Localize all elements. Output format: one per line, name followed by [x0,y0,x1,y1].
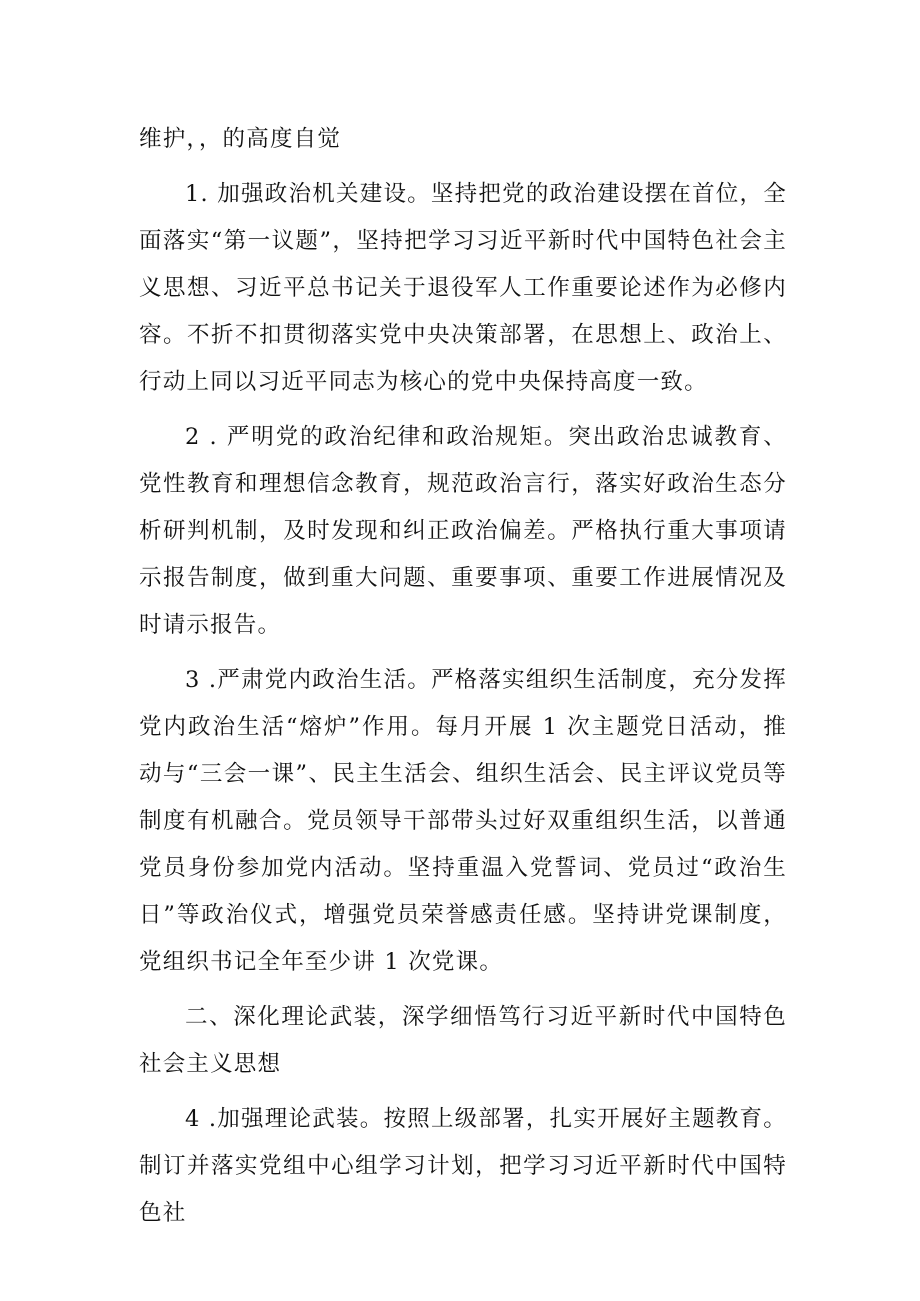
paragraph-item-2: 2 . 严明党的政治纪律和政治规矩。突出政治忠诚教育、党性教育和理想信念教育，规范政治言行，落实好政治生态分析研判机制，及时发现和纠正政治偏差。严格执行重大事项请示报告制度，做到重大问题、重要事项、重要工作进展情况及时请示报告。 [139,424,787,638]
paragraph-item-1: 1. 加强政治机关建设。坚持把党的政治建设摆在首位，全面落实“第一议题”，坚持把学习习近平新时代中国特色社会主义思想、习近平总书记关于退役军人工作重要论述作为必修内容。不折不扣贯彻落实党中央决策部署，在思想上、政治上、行动上同以习近平同志为核心的党中央保持高度一致。 [139,181,787,395]
section-heading-2: 二、深化理论武装，深学细悟笃行习近平新时代中国特色社会主义思想 [139,1004,787,1077]
paragraph-item-4: 4 .加强理论武装。按照上级部署，扎实开展好主题教育。制订并落实党组中心组学习计划，把学习习近平新时代中国特色社 [139,1106,787,1226]
document-body [139,116,787,1237]
paragraph-continuation: 维护，，的高度自觉 [139,126,342,152]
paragraph-item-3: 3 .严肃党内政治生活。严格落实组织生活制度，充分发挥党内政治生活“熔炉”作用。每月开展 1 次主题党日活动，推动与“三会一课”、民主生活会、组织生活会、民主评议党员等制度有机融合。党员领导干部带头过好双重组织生活，以普通党员身份参加党内活动。坚持重温入党誓词、党员过“政治生日”等政治仪式，增强党员荣誉感责任感。坚持讲党课制度，党组织书记全年至少讲 1 次党课。 [139,667,787,975]
